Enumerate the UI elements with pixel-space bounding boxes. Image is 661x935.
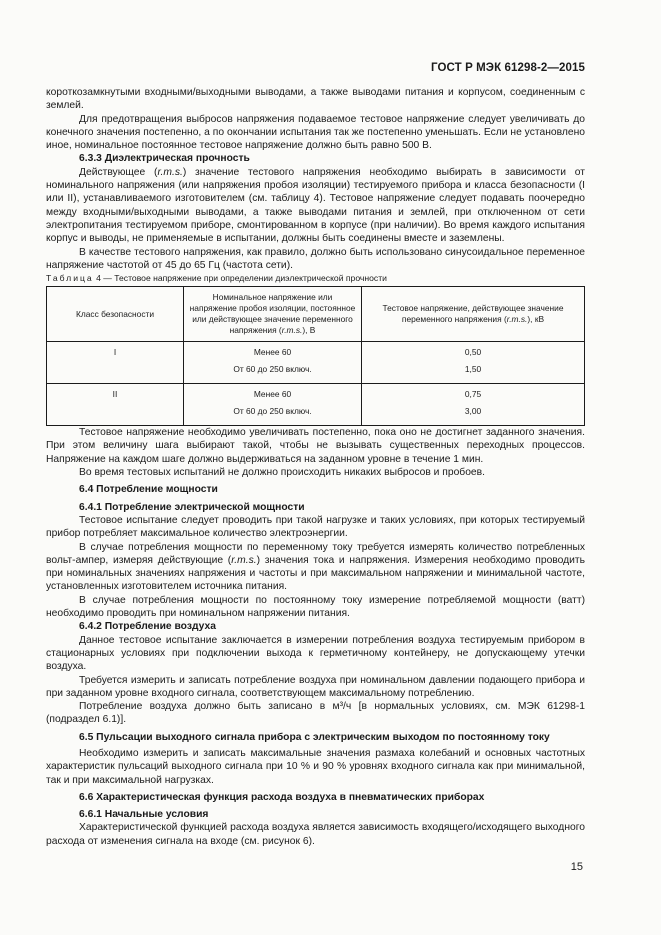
paragraph: В случае потребления мощности по постоянному току измерение потребляемой мощности (ватт) необходимо проводить при номинальном напряжении питания. (46, 594, 585, 620)
paragraph: Тестовое испытание следует проводить при такой нагрузке и таких условиях, при которых тестируемый прибор потребляет максимальное количество электроэнергии. (46, 514, 585, 540)
section-heading-6-5: 6.5 Пульсации выходного сигнала прибора с электрическим выходом по постоянному току (79, 731, 550, 743)
paragraph: Во время тестовых испытаний не должно происходить никаких выбросов и пробоев. (79, 467, 485, 479)
header-cell: Тестовое напряжение, действующее значение переменного напряжения (r.m.s.), кВ (362, 287, 585, 342)
paragraph: Характеристической функцией расхода воздуха является зависимость входящего/исходящего выходного расхода от изменения сигнала на входе (см. рисунок 6). (46, 822, 585, 847)
paragraph: Тестовое напряжение необходимо увеличивать постепенно, пока оно не достигнет заданного значения. При этом величину шага выбирают такой, чтобы не вызывать существенных переходных процессов. Напряжение на каждом шаге должно выдерживаться на заданном уровне в течение 1 мин. (46, 427, 585, 465)
table-cell: Менее 60 От 60 до 250 включ. (184, 384, 362, 426)
table-4 (46, 286, 585, 426)
paragraph: Данное тестовое испытание заключается в измерении потребления воздуха тестируемым прибором в стационарных условиях при подключении выхода к герметичному контейнеру, не допускающему утечки воздуха. (46, 634, 585, 673)
standard-title: ГОСТ Р МЭК 61298-2—2015 (431, 62, 585, 74)
page-number: 15 (570, 861, 583, 873)
table-row (47, 384, 585, 426)
section-heading-6-4: 6.4 Потребление мощности (79, 484, 218, 496)
paragraph: короткозамкнутыми входными/выходными выводами, а также выводами питания и корпусом, соединенным с землей. (46, 87, 585, 112)
table-cell: II (47, 384, 184, 426)
header-cell: Класс безопасности (47, 287, 184, 342)
table-header-row (47, 287, 585, 342)
paragraph: В случае потребления мощности по переменному току требуется измерять количество потребленных вольт-ампер, измеряя действующие (r.m.s.) значения тока и напряжения. Измерения необходимо проводить при номинальных значениях напряжения и частоты и при максимальном напряжении и минимальной частоте, установленных изготовителем источника питания. (46, 541, 585, 593)
table-cell: I (47, 342, 184, 384)
table-cell: 0,75 3,00 (362, 384, 585, 426)
paragraph: В качестве тестового напряжения, как правило, должно быть использовано синусоидальное переменное напряжение частотой от 45 до 65 Гц (частота сети). (46, 246, 585, 271)
paragraph: Для предотвращения выбросов напряжения подаваемое тестовое напряжение следует увеличивать до конечного значения постепенно, а по окончании испытания так же постепенно уменьшать. Если не установлено иное, номинальное постоянное тестовое напряжение должно быть равно 500 В. (46, 113, 585, 152)
page-content (46, 86, 585, 848)
table-caption: Таблица 4 — Тестовое напряжение при определении диэлектрической прочности (46, 273, 387, 284)
table-cell: Менее 60 От 60 до 250 включ. (184, 342, 362, 384)
section-heading-6-4-1: 6.4.1 Потребление электрической мощности (79, 501, 305, 513)
table-row (47, 342, 585, 384)
section-heading-6-3-3: 6.3.3 Диэлектрическая прочность (79, 153, 250, 165)
header-cell: Номинальное напряжение или напряжение пробоя изоляции, постоянное или действующее значение переменного напряжения (r.m.s.), В (184, 287, 362, 342)
paragraph: Потребление воздуха должно быть записано в м³/ч [в нормальных условиях, см. МЭК 61298-1 (подраздел 6.1)]. (46, 701, 585, 726)
section-heading-6-6: 6.6 Характеристическая функция расхода воздуха в пневматических приборах (79, 791, 485, 803)
section-heading-6-4-2: 6.4.2 Потребление воздуха (79, 621, 216, 633)
paragraph: Необходимо измерить и записать максимальные значения размаха колебаний и основных частотных характеристик пульсаций выходного сигнала при 10 % и 90 % уровнях входного сигнала как при минимальной, так и при максимальной нагрузках. (46, 747, 585, 786)
paragraph: Требуется измерить и записать потребление воздуха при номинальном давлении подающего прибора и при заданном уровне входного сигнала, соответствующем максимальному потреблению. (46, 674, 585, 699)
paragraph: Действующее (r.m.s.) значение тестового напряжения необходимо выбирать в зависимости от номинального напряжения (или напряжения пробоя изоляции) тестируемого прибора и класса безопасности (I или II), устанавливаемого изготовителем (см. таблицу 4). Тестовое напряжение следует подавать поочередно между входными/выходными выводами, а также выводами питания и землей, при отключенном от сети электропитания тестируемом приборе, смонтированном в корпусе (при наличии). Во время каждого испытания корпус и выводы, не применяемые в испытании, должны быть соединены вместе и заземлены. (46, 166, 585, 245)
section-heading-6-6-1: 6.6.1 Начальные условия (79, 809, 209, 821)
table-cell: 0,50 1,50 (362, 342, 585, 384)
